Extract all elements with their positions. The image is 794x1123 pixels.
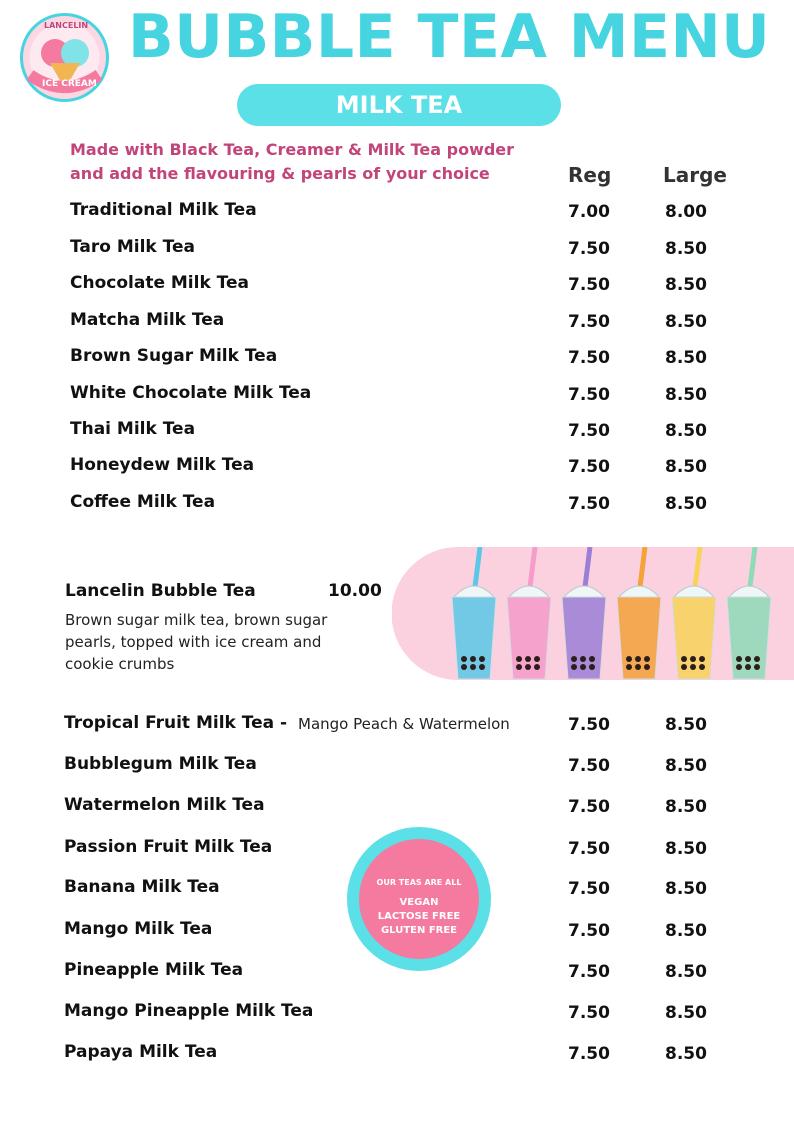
menu-row xyxy=(0,492,794,522)
item-price-large: 8.50 xyxy=(665,457,707,477)
item-price-reg: 7.50 xyxy=(568,239,610,259)
item-price-large: 8.50 xyxy=(665,1044,707,1064)
item-name: Banana Milk Tea xyxy=(64,877,220,897)
item-price-reg: 7.50 xyxy=(568,421,610,441)
intro-line-1: Made with Black Tea, Creamer & Milk Tea powder xyxy=(70,140,515,159)
item-price-reg: 7.50 xyxy=(568,457,610,477)
item-price-large: 8.50 xyxy=(665,494,707,514)
dietary-badge-inner xyxy=(359,839,479,959)
item-price-large: 8.50 xyxy=(665,839,707,859)
menu-row xyxy=(0,200,794,230)
item-price-large: 8.50 xyxy=(665,385,707,405)
item-price-reg: 7.50 xyxy=(568,275,610,295)
item-price-reg: 7.50 xyxy=(568,839,610,859)
item-price-reg: 7.50 xyxy=(568,348,610,368)
item-name: White Chocolate Milk Tea xyxy=(70,383,312,403)
menu-row xyxy=(0,1042,794,1072)
item-name: Matcha Milk Tea xyxy=(70,310,225,330)
menu-row xyxy=(0,419,794,449)
page-title: BUBBLE TEA MENU xyxy=(128,2,771,72)
item-price-reg: 7.50 xyxy=(568,715,610,735)
column-header-reg: Reg xyxy=(568,163,612,187)
item-price-reg: 7.50 xyxy=(568,1044,610,1064)
menu-row xyxy=(0,310,794,340)
item-name: Chocolate Milk Tea xyxy=(70,273,250,293)
item-price-reg: 7.50 xyxy=(568,494,610,514)
menu-row xyxy=(0,795,794,825)
item-name: Thai Milk Tea xyxy=(70,419,196,439)
special-item-price: 10.00 xyxy=(328,581,382,601)
item-price-large: 8.50 xyxy=(665,921,707,941)
menu-row xyxy=(0,273,794,303)
item-price-reg: 7.50 xyxy=(568,921,610,941)
item-name: Taro Milk Tea xyxy=(70,237,195,257)
intro-text xyxy=(70,138,550,186)
menu-row xyxy=(0,455,794,485)
item-price-large: 8.50 xyxy=(665,797,707,817)
item-name: Papaya Milk Tea xyxy=(64,1042,218,1062)
item-name: Bubblegum Milk Tea xyxy=(64,754,257,774)
item-price-large: 8.00 xyxy=(665,202,707,222)
item-price-large: 8.50 xyxy=(665,756,707,776)
badge-line-4: GLUTEN FREE xyxy=(380,925,458,936)
menu-row xyxy=(0,346,794,376)
dietary-badge xyxy=(347,827,491,971)
item-name: Watermelon Milk Tea xyxy=(64,795,265,815)
menu-row xyxy=(0,713,794,743)
bubble-tea-cups-banner xyxy=(392,547,794,680)
item-name: Mango Milk Tea xyxy=(64,919,213,939)
item-price-large: 8.50 xyxy=(665,879,707,899)
item-price-reg: 7.50 xyxy=(568,1003,610,1023)
item-price-reg: 7.00 xyxy=(568,202,610,222)
menu-row xyxy=(0,237,794,267)
badge-text-group xyxy=(359,896,479,938)
column-header-large: Large xyxy=(663,163,727,187)
item-price-large: 8.50 xyxy=(665,962,707,982)
badge-line-1: OUR TEAS ARE ALL xyxy=(376,878,462,887)
item-name: Tropical Fruit Milk Tea - xyxy=(64,713,288,733)
item-name: Mango Pineapple Milk Tea xyxy=(64,1001,314,1021)
item-name: Coffee Milk Tea xyxy=(70,492,216,512)
intro-line-2: and add the flavouring & pearls of your choice xyxy=(70,164,490,183)
item-price-large: 8.50 xyxy=(665,1003,707,1023)
item-name: Brown Sugar Milk Tea xyxy=(70,346,278,366)
special-item-description: Brown sugar milk tea, brown sugar pearls, topped with ice cream and cookie crumbs xyxy=(65,611,328,673)
item-price-reg: 7.50 xyxy=(568,385,610,405)
item-name: Passion Fruit Milk Tea xyxy=(64,837,273,857)
item-note: Mango Peach & Watermelon xyxy=(298,715,510,733)
brand-logo xyxy=(20,13,109,102)
item-price-reg: 7.50 xyxy=(568,756,610,776)
item-price-large: 8.50 xyxy=(665,348,707,368)
menu-row xyxy=(0,1001,794,1031)
menu-row xyxy=(0,383,794,413)
logo-text-bottom: ICE CREAM xyxy=(42,79,97,89)
logo-text-top: LANCELIN xyxy=(44,21,89,30)
item-price-large: 8.50 xyxy=(665,312,707,332)
item-price-reg: 7.50 xyxy=(568,879,610,899)
section-heading: MILK TEA xyxy=(237,84,561,126)
item-price-large: 8.50 xyxy=(665,239,707,259)
item-price-reg: 7.50 xyxy=(568,962,610,982)
item-name: Pineapple Milk Tea xyxy=(64,960,244,980)
badge-line-3: LACTOSE FREE xyxy=(377,911,461,922)
menu-row xyxy=(0,754,794,784)
item-price-large: 8.50 xyxy=(665,715,707,735)
item-price-reg: 7.50 xyxy=(568,797,610,817)
item-price-reg: 7.50 xyxy=(568,312,610,332)
badge-line-2: VEGAN xyxy=(399,897,439,908)
item-price-large: 8.50 xyxy=(665,275,707,295)
item-name: Traditional Milk Tea xyxy=(70,200,257,220)
item-price-large: 8.50 xyxy=(665,421,707,441)
special-item-name: Lancelin Bubble Tea xyxy=(65,581,256,601)
item-name: Honeydew Milk Tea xyxy=(70,455,255,475)
